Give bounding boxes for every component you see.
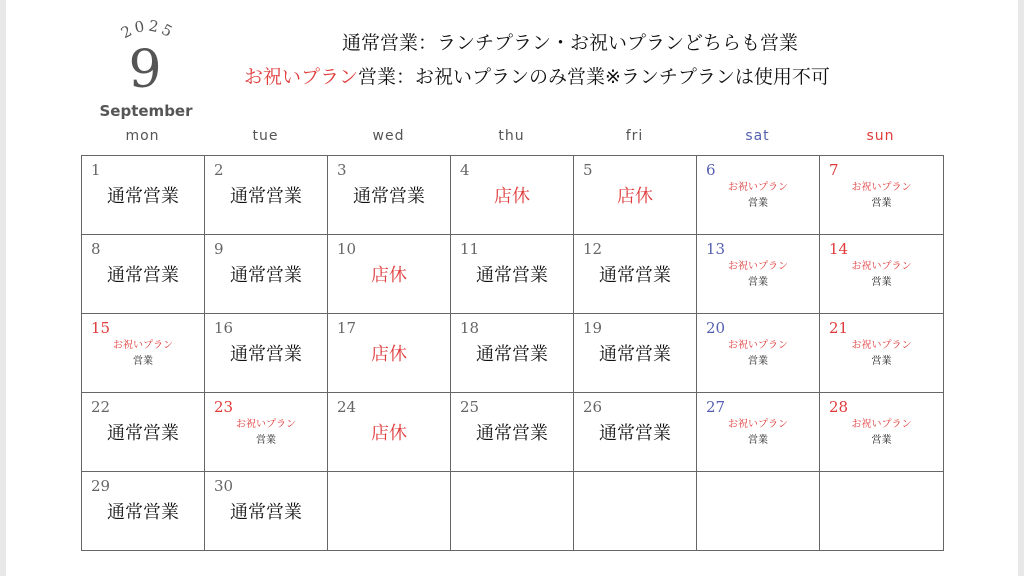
day-number: 7 [829, 161, 839, 179]
celebration-plan-status [697, 180, 819, 212]
calendar-day-cell [819, 392, 944, 472]
year-text: 2025 [117, 16, 179, 43]
legend-celebration-highlight: お祝いプラン [244, 66, 359, 88]
celebration-plan-status [820, 180, 943, 212]
weekday-fri: fri [625, 128, 644, 144]
calendar-day-cell [204, 471, 328, 551]
weekday-wed: wed [372, 128, 405, 144]
legend-normal-line: 通常営業：ランチプラン・お祝いプランどちらも営業 [342, 32, 799, 54]
calendar-day-cell [204, 155, 328, 235]
calendar-day-cell [81, 471, 205, 551]
normal-status: 通常営業 [476, 344, 548, 365]
normal-status: 通常営業 [599, 344, 671, 365]
day-number: 1 [91, 161, 101, 179]
celebration-open-label: 営業 [748, 198, 768, 209]
calendar-day-cell [450, 392, 574, 472]
celebration-plan-label: お祝いプラン [728, 182, 788, 193]
celebration-plan-label: お祝いプラン [851, 340, 912, 351]
day-number: 13 [706, 240, 726, 258]
day-number: 24 [337, 398, 357, 416]
calendar-day-cell [204, 313, 328, 393]
normal-status: 通常営業 [107, 423, 179, 444]
calendar-empty-cell [696, 471, 820, 551]
weekday-mon: mon [125, 128, 160, 144]
day-number: 10 [337, 240, 357, 258]
celebration-plan-label: お祝いプラン [728, 419, 788, 430]
calendar-day-cell [81, 392, 205, 472]
celebration-plan-label: お祝いプラン [851, 419, 912, 430]
celebration-plan-label: お祝いプラン [236, 419, 296, 430]
normal-status: 通常営業 [599, 265, 671, 286]
celebration-open-label: 営業 [256, 435, 276, 446]
calendar-empty-cell [819, 471, 944, 551]
day-number: 28 [829, 398, 849, 416]
calendar-day-cell [573, 392, 697, 472]
normal-status: 通常営業 [353, 186, 425, 207]
normal-status: 通常営業 [230, 502, 302, 523]
celebration-plan-status [205, 417, 327, 449]
celebration-plan-status [820, 417, 943, 449]
normal-status: 通常営業 [476, 265, 548, 286]
calendar-day-cell [819, 313, 944, 393]
calendar-day-cell [450, 155, 574, 235]
day-number: 4 [460, 161, 470, 179]
calendar-day-cell [327, 313, 451, 393]
day-number: 12 [583, 240, 603, 258]
day-number: 16 [214, 319, 234, 337]
closed-status: 店休 [371, 265, 407, 286]
calendar-day-cell [204, 234, 328, 314]
celebration-open-label: 営業 [871, 198, 892, 209]
calendar-day-cell [81, 234, 205, 314]
calendar-day-cell [81, 313, 205, 393]
day-number: 6 [706, 161, 716, 179]
day-number: 9 [214, 240, 224, 258]
celebration-plan-label: お祝いプラン [113, 340, 173, 351]
weekday-tue: tue [252, 128, 279, 144]
calendar-day-cell [819, 155, 944, 235]
calendar-day-cell [204, 392, 328, 472]
calendar-day-cell [327, 392, 451, 472]
calendar-day-cell [696, 313, 820, 393]
closed-status: 店休 [617, 186, 653, 207]
day-number: 26 [583, 398, 603, 416]
month-number: 9 [128, 40, 162, 100]
celebration-open-label: 営業 [871, 277, 892, 288]
normal-status: 通常営業 [107, 502, 179, 523]
day-number: 3 [337, 161, 347, 179]
calendar-day-cell [573, 155, 697, 235]
calendar-grid [81, 155, 943, 551]
weekday-sat: sat [745, 128, 770, 144]
calendar-day-cell [81, 155, 205, 235]
frame-left-border [0, 0, 6, 576]
celebration-plan-status [82, 338, 204, 370]
normal-status: 通常営業 [230, 344, 302, 365]
day-number: 23 [214, 398, 234, 416]
day-number: 11 [460, 240, 480, 258]
calendar-day-cell [450, 313, 574, 393]
celebration-plan-status [820, 259, 943, 291]
normal-status: 通常営業 [230, 265, 302, 286]
celebration-plan-status [820, 338, 943, 370]
day-number: 17 [337, 319, 357, 337]
frame-right-border [1018, 0, 1024, 576]
calendar-day-cell [696, 155, 820, 235]
calendar-day-cell [819, 234, 944, 314]
day-number: 29 [91, 477, 111, 495]
calendar-day-cell [327, 155, 451, 235]
closed-status: 店休 [371, 423, 407, 444]
calendar-day-cell [327, 234, 451, 314]
calendar-empty-cell [573, 471, 697, 551]
day-number: 30 [214, 477, 234, 495]
calendar-day-cell [696, 234, 820, 314]
celebration-plan-label: お祝いプラン [851, 182, 912, 193]
weekday-sun: sun [866, 128, 895, 144]
normal-status: 通常営業 [107, 186, 179, 207]
celebration-plan-label: お祝いプラン [728, 340, 788, 351]
normal-status: 通常営業 [107, 265, 179, 286]
month-name: September [99, 102, 193, 120]
day-number: 5 [583, 161, 593, 179]
calendar-day-cell [450, 234, 574, 314]
calendar-empty-cell [327, 471, 451, 551]
legend-celebration-line [244, 60, 830, 94]
normal-status: 通常営業 [599, 423, 671, 444]
day-number: 15 [91, 319, 111, 337]
celebration-open-label: 営業 [871, 435, 892, 446]
calendar-empty-cell [450, 471, 574, 551]
celebration-plan-status [697, 259, 819, 291]
weekday-thu: thu [498, 128, 525, 144]
day-number: 19 [583, 319, 603, 337]
day-number: 25 [460, 398, 480, 416]
calendar-day-cell [573, 234, 697, 314]
legend [244, 26, 830, 94]
celebration-open-label: 営業 [748, 435, 768, 446]
celebration-open-label: 営業 [871, 356, 892, 367]
closed-status: 店休 [371, 344, 407, 365]
day-number: 20 [706, 319, 726, 337]
celebration-open-label: 営業 [748, 277, 768, 288]
day-number: 8 [91, 240, 101, 258]
weekday-header [81, 128, 943, 148]
day-number: 2 [214, 161, 224, 179]
closed-status: 店休 [494, 186, 530, 207]
day-number: 18 [460, 319, 480, 337]
celebration-open-label: 営業 [748, 356, 768, 367]
day-number: 21 [829, 319, 849, 337]
celebration-open-label: 営業 [133, 356, 153, 367]
celebration-plan-label: お祝いプラン [728, 261, 788, 272]
celebration-plan-status [697, 417, 819, 449]
day-number: 14 [829, 240, 849, 258]
celebration-plan-status [697, 338, 819, 370]
celebration-plan-label: お祝いプラン [851, 261, 912, 272]
normal-status: 通常営業 [476, 423, 548, 444]
day-number: 22 [91, 398, 111, 416]
calendar-day-cell [573, 313, 697, 393]
legend-celebration-rest: 営業：お祝いプランのみ営業※ランチプランは使用不可 [358, 66, 830, 88]
calendar-day-cell [696, 392, 820, 472]
normal-status: 通常営業 [230, 186, 302, 207]
day-number: 27 [706, 398, 726, 416]
